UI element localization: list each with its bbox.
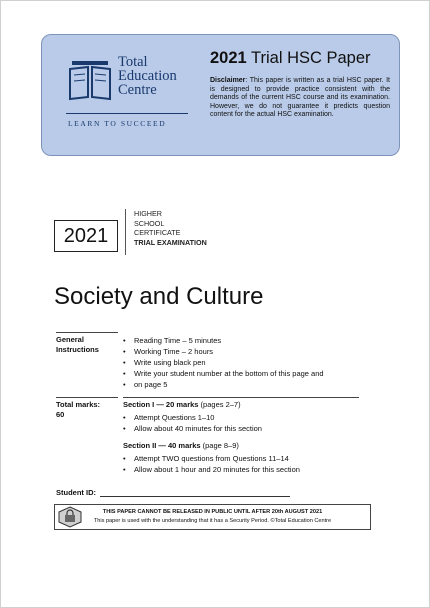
release-notice: THIS PAPER CANNOT BE RELEASED IN PUBLIC UNTIL AFTER 20th AUGUST 2021 [102, 509, 323, 515]
list-item: • Write your student number at the bottom of this page and [123, 368, 353, 379]
list-item: • Working Time – 2 hours [123, 346, 353, 357]
section-one-pages: (pages 2–7) [198, 400, 241, 409]
section-two-marks: — 40 marks [156, 441, 201, 450]
list-item: • Reading Time – 5 minutes [123, 335, 353, 346]
trial-examination: TRIAL EXAMINATION [134, 237, 207, 247]
general-label-rule [56, 332, 118, 333]
marks-label-rule [56, 397, 118, 398]
logo-tagline: LEARN TO SUCCEED [68, 119, 167, 128]
section-two-name: Section II [123, 441, 157, 450]
section-one-list [123, 412, 353, 434]
section-two-list [123, 453, 353, 475]
disclaimer-text: : This paper is written as a trial HSC paper. It is designed to provide practice consistent with the demands of the current HSC course and its examination. However, we do not guarantee it predicts question content for the actual HSC examination. [210, 77, 390, 119]
hsc-line: HIGHER [134, 209, 162, 218]
subject-title: Society and Culture [54, 283, 264, 310]
paper-title [210, 49, 371, 68]
marks-section-rule [123, 397, 359, 398]
student-id-label: Student ID: [56, 488, 96, 497]
section-one-marks: — 20 marks [154, 400, 199, 409]
year-divider [125, 209, 126, 255]
logo-name-line: Centre [118, 82, 157, 98]
list-item: • Write using black pen [123, 357, 353, 368]
section-two-heading [123, 441, 239, 450]
label-line: General [56, 335, 84, 344]
header-banner [41, 34, 400, 156]
logo-name-line: Total [118, 54, 148, 70]
disclaimer-label: Disclaimer [210, 77, 246, 84]
security-period-notice: This paper is used with the understanding that it has a Security Period. ©Total Education Centre [93, 518, 332, 524]
section-two-pages: (page 8–9) [200, 441, 239, 450]
logo-name [118, 55, 177, 97]
logo-name-line: Education [118, 68, 177, 84]
logo-divider [66, 113, 188, 114]
label-line: Instructions [56, 344, 99, 354]
disclaimer [210, 77, 390, 120]
certificate-name [134, 209, 207, 247]
list-item: • Attempt TWO questions from Questions 11–14 [123, 453, 353, 464]
total-marks-label [56, 400, 100, 419]
security-notice [54, 504, 371, 530]
list-item: • on page 5 [123, 379, 353, 390]
exam-year: 2021 [54, 220, 118, 252]
paper-title-text: Trial HSC Paper [251, 49, 371, 67]
general-instructions-label [56, 335, 99, 354]
hsc-line: CERTIFICATE [134, 228, 181, 238]
section-one-name: Section I [123, 400, 155, 409]
general-instructions-list [123, 335, 353, 390]
total-marks-text: Total marks: [56, 400, 101, 409]
open-book-icon [66, 57, 114, 103]
student-id-field [56, 488, 290, 497]
list-item: • Allow about 40 minutes for this section [123, 423, 353, 434]
hsc-line: SCHOOL [134, 218, 165, 228]
total-marks-value: 60 [56, 409, 65, 419]
tec-logo [66, 53, 196, 143]
student-id-line[interactable] [100, 489, 290, 497]
list-item: • Allow about 1 hour and 20 minutes for this section [123, 464, 353, 475]
paper-year: 2021 [210, 49, 247, 67]
section-one-heading [123, 400, 241, 409]
list-item: • Attempt Questions 1–10 [123, 412, 353, 423]
